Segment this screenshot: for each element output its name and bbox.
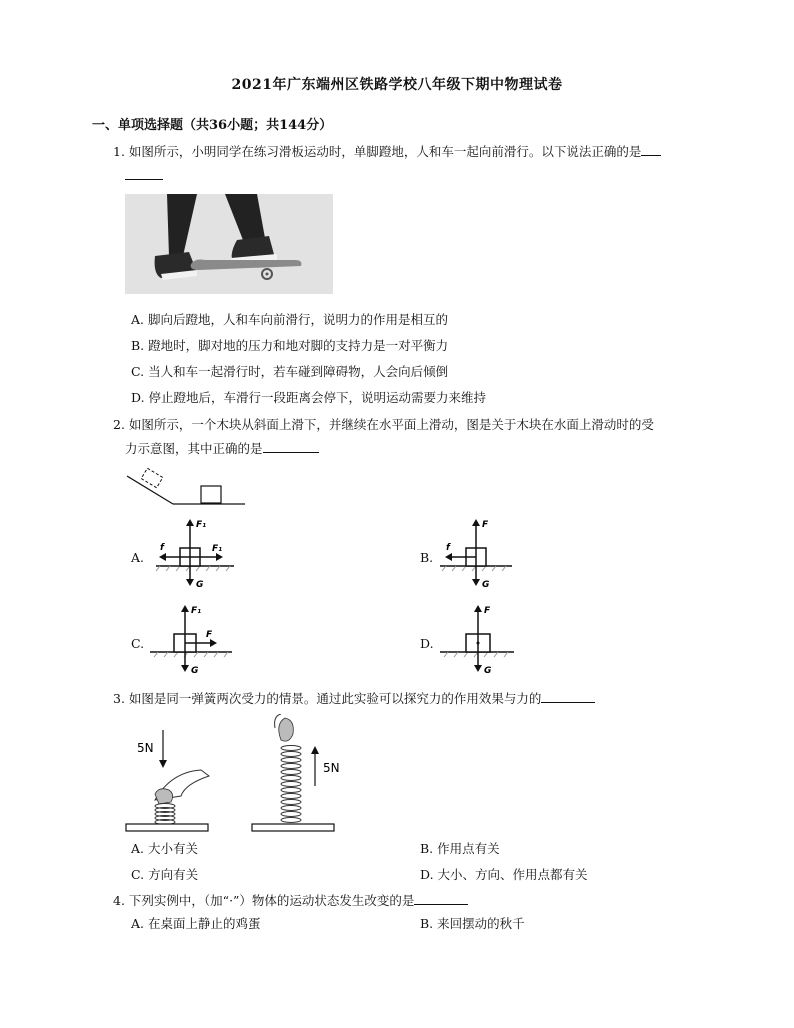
question-stem: 如图是同一弹簧两次受力的情景。通过此实验可以探究力的作用效果与力的 [128,691,542,706]
question-number: 4. [113,893,125,908]
answer-blank [263,438,319,453]
force-diagram-a [150,516,240,588]
label-g: G [482,580,490,588]
label-f1: F₁ [191,606,202,616]
question-3-text [113,687,733,711]
q1-option-c: C. 当人和车一起滑行时，若车碰到障碍物，人会向后倾倒 [131,364,449,379]
label-f: f [160,543,164,553]
question-1-text [113,140,723,188]
q1-option-d: D. 停止蹬地后，车滑行一段距离会停下，说明运动需要力来维持 [131,390,487,405]
force-diagram-d [438,602,518,674]
label-friction: f [446,543,450,553]
label-f: F [206,630,213,640]
q2-option-c-label: C. [131,636,145,651]
question-number: 2. [113,417,125,432]
label-g: G [196,580,204,588]
force-diagram-b [436,516,516,588]
answer-blank [641,141,661,156]
question-number: 3. [113,691,125,706]
skateboard-photo [125,194,333,294]
q1-option-a: A. 脚向后蹬地，人和车向前滑行，说明力的作用是相互的 [131,312,448,327]
q2-option-a-label: A. [131,550,145,565]
answer-blank [414,890,468,905]
answer-blank-continued [125,165,163,180]
q3-option-b: B. 作用点有关 [420,841,500,856]
q4-option-a: A. 在桌面上静止的鸡蛋 [131,916,261,931]
q2-option-b-label: B. [420,550,434,565]
question-stem-line1: 如图所示，一个木块从斜面上滑下，并继续在水平面上滑动，图是关于木块在水面上滑动时的受 [128,417,654,432]
question-4-text [113,889,733,913]
q2-option-d-label: D. [420,636,434,651]
q3-option-c: C. 方向有关 [131,867,199,882]
question-number: 1. [113,144,125,159]
q3-option-a: A. 大小有关 [131,841,198,856]
question-stem: 如图所示，小明同学在练习滑板运动时，单脚蹬地，人和车一起向前滑行。以下说法正确的是 [128,144,642,159]
label-f: F [484,606,491,616]
spring-experiment-figure [125,714,365,836]
q4-option-b: B. 来回摆动的秋千 [420,916,525,931]
q3-option-d: D. 大小、方向、作用点都有关 [420,867,588,882]
label-f: F [482,520,489,530]
question-stem-line2: 力示意图，其中正确的是 [125,441,263,456]
label-f1-right: F₁ [212,544,223,554]
question-2-text [113,413,733,461]
page-title: 2021年广东端州区铁路学校八年级下期中物理试卷 [231,77,563,93]
force-label-left: 5N [137,741,154,755]
label-g: G [484,666,492,674]
answer-blank [541,688,595,703]
question-stem: 下列实例中，（加“·”）物体的运动状态发生改变的是 [128,893,415,908]
force-label-right: 5N [323,761,340,775]
force-diagram-c [148,602,236,674]
q1-option-b: B. 蹬地时，脚对地的压力和地对脚的支持力是一对平衡力 [131,338,449,353]
label-g: G [191,666,199,674]
label-f1: F₁ [196,520,207,530]
section-heading: 一、单项选择题（共36小题；共144分） [92,118,333,133]
incline-block-figure [125,468,250,508]
